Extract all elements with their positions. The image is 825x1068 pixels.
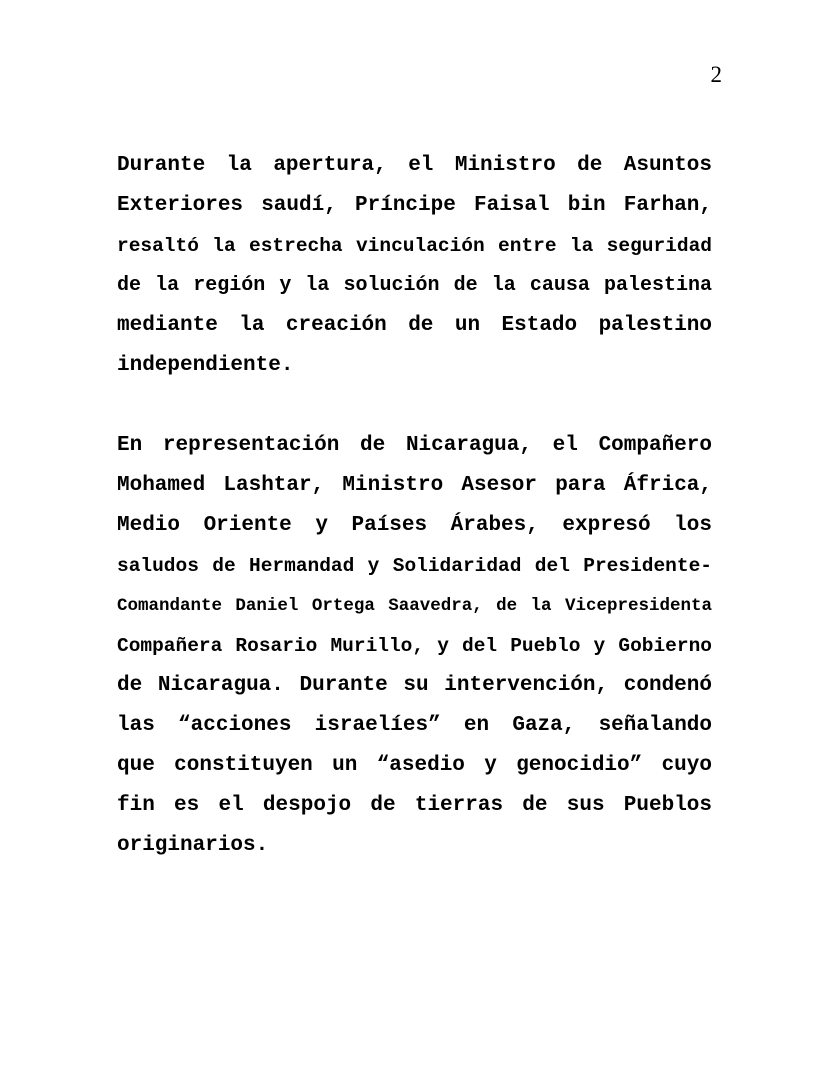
paragraph-1-line: de la región y la solución de la causa palestina: [117, 274, 712, 297]
text-block: [117, 146, 712, 866]
paragraph-2-line: Comandante Daniel Ortega Saavedra, de la Vicepresidenta: [117, 596, 712, 616]
paragraph-2-line: las “acciones israelíes” en Gaza, señalando: [117, 714, 712, 737]
paragraph-1: [117, 146, 712, 386]
paragraph-2-line: Mohamed Lashtar, Ministro Asesor para África,: [117, 474, 712, 497]
paragraph-1-line: Durante la apertura, el Ministro de Asuntos: [117, 154, 712, 177]
paragraph-2-line: En representación de Nicaragua, el Compañero: [117, 434, 712, 457]
paragraph-2-line: Compañera Rosario Murillo, y del Pueblo y Gobierno: [117, 635, 712, 657]
paragraph-2-line: Medio Oriente y Países Árabes, expresó los: [117, 514, 712, 537]
paragraph-1-line: Exteriores saudí, Príncipe Faisal bin Farhan,: [117, 194, 712, 217]
paragraph-1-line: independiente.: [117, 354, 294, 377]
paragraph-2-line: que constituyen un “asedio y genocidio” cuyo: [117, 754, 712, 777]
paragraph-2-line: fin es el despojo de tierras de sus Pueblos: [117, 794, 712, 817]
paragraph-2: [117, 426, 712, 866]
paragraph-2-line: originarios.: [117, 834, 269, 857]
paragraph-2-line: de Nicaragua. Durante su intervención, condenó: [117, 674, 712, 697]
paragraph-2-line: saludos de Hermandad y Solidaridad del Presidente-: [117, 555, 712, 577]
page-number: 2: [710, 62, 722, 87]
paragraph-1-line: mediante la creación de un Estado palestino: [117, 314, 712, 337]
paragraph-1-line: resaltó la estrecha vinculación entre la seguridad: [117, 235, 712, 257]
